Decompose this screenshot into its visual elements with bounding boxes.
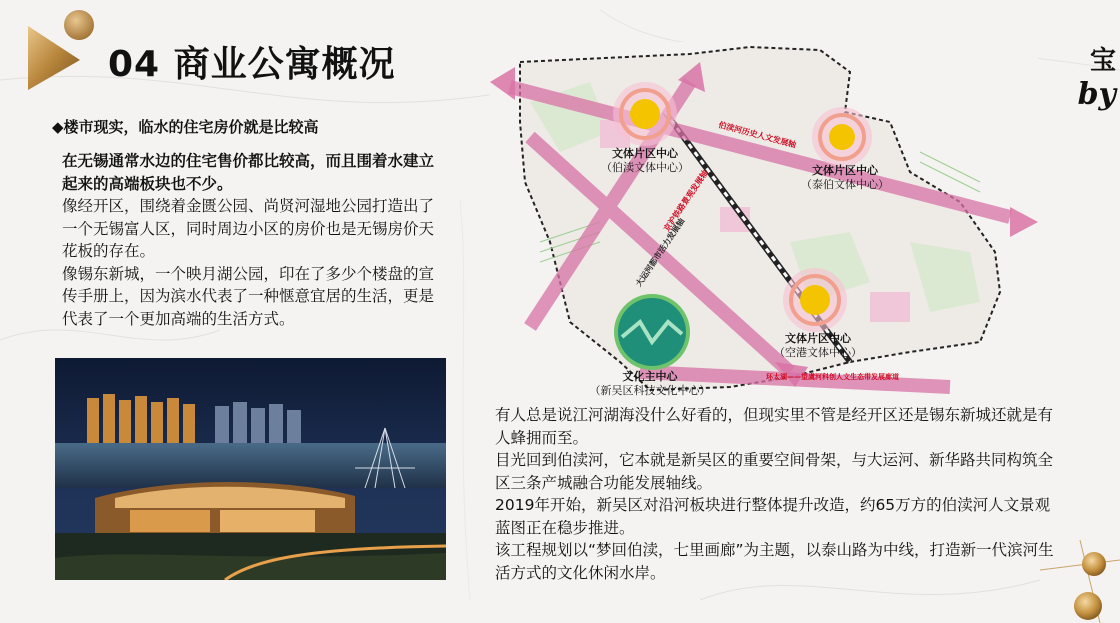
gold-dots-decoration <box>1040 540 1120 623</box>
right-paragraph-2: 目光回到伯渎河，它本就是新吴区的重要空间骨架，与大运河、新华路共同构筑全区三条产城融合功能发展轴线。 <box>495 451 1054 492</box>
center-sub-4: （新吴区科技文化中心） <box>589 384 711 397</box>
section-bullet: ◆楼市现实，临水的住宅房价就是比较高 <box>52 118 319 136</box>
main-center-marker <box>614 294 690 370</box>
center-name-2: 文体片区中心 <box>812 164 878 177</box>
center-name-4: 文化主中心 <box>622 370 678 383</box>
left-body <box>62 150 447 330</box>
right-paragraph-3: 2019年开始，新吴区对沿河板块进行整体提升改造，约65万方的伯渎河人文景观蓝图正在稳步推进。 <box>495 496 1051 537</box>
center-marker-2 <box>812 107 872 167</box>
center-name-3: 文体片区中心 <box>785 332 851 345</box>
center-sub-2: （泰伯文体中心） <box>801 178 889 191</box>
center-name-1: 文体片区中心 <box>612 147 678 160</box>
axis-label-4: 环太湖——望虞河科创人文生态带发展廊道 <box>766 373 899 381</box>
center-sub-3: （空港文体中心） <box>774 346 862 359</box>
night-city-photo <box>55 358 446 580</box>
right-paragraph-4: 该工程规划以“梦回伯渎，七里画廊”为主题，以泰山路为中线，打造新一代滨河生活方式的文化休闲水岸。 <box>495 541 1054 582</box>
left-paragraph-1: 在无锡通常水边的住宅售价都比较高，而且围着水建立起来的高端板块也不少。 <box>62 152 435 193</box>
right-paragraph-1: 有人总是说江河湖海没什么好看的，但现实里不管是经开区还是锡东新城还就是有人蜂拥而至。 <box>495 406 1054 447</box>
page-title: 04 商业公寓概况 <box>108 44 396 85</box>
brand-line1: 宝 <box>1089 46 1116 76</box>
right-body <box>495 404 1055 584</box>
gold-dot-icon <box>64 10 94 40</box>
district-planning-map <box>490 42 1038 397</box>
center-sub-1: （伯渎文体中心） <box>601 161 689 174</box>
axis-label-3: 大运河都市活力发展轴 <box>634 216 687 289</box>
bullet-text: 楼市现实，临水的住宅房价就是比较高 <box>63 118 319 136</box>
left-paragraph-2: 像经开区，围绕着金匮公园、尚贤河湿地公园打造出了一个无锡富人区，同时周边小区的房价也是无锡房价天花板的存在。 <box>62 197 435 260</box>
center-marker-1 <box>613 82 677 146</box>
axis-label-1: 伯渎河历史人文发展轴 <box>717 120 798 150</box>
axis-label-2: 京沪铁路景观发展轴 <box>662 168 710 234</box>
center-marker-3 <box>783 268 847 332</box>
brand-logo <box>1064 44 1116 112</box>
left-paragraph-3: 像锡东新城，一个映月湖公园，印在了多少个楼盘的宣传手册上，因为滨水代表了一种惬意宜居的生活，更是代表了一个更加高端的生活方式。 <box>62 264 435 328</box>
brand-line2: by <box>1077 77 1116 112</box>
